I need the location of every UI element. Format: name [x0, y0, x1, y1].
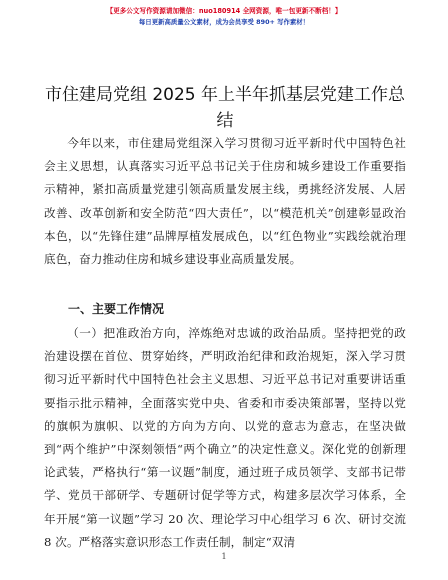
resource-banner: [0, 6, 448, 28]
banner-promo-line: 【更多公文写作资源请加微信：nuo180914 全网资源，唯一包更新不断档！】: [106, 7, 342, 15]
section-heading: 一、主要工作情况: [68, 302, 165, 316]
document-title: 市住建局党组 2025 年上半年抓基层党建工作总结: [44, 85, 406, 131]
intro-paragraph: 今年以来，市住建局党组深入学习贯彻习近平新时代中国特色社会主义思想，认真落实习近平总书记关于住房和城乡建设工作重要指示精神，紧扣高质量党建引领高质量发展主线，勇挑经济发展、人居改善、改革创新和安全防范“四大责任”，以“模范机关”创建彰显政治本色，以“先锋住建”品牌厚植发展成色，以“红色物业”实践绘就治理底色，奋力推动住房和城乡建设事业高质量发展。: [44, 136, 406, 267]
page-number: 1: [221, 552, 227, 561]
section-paragraph: （一）把准政治方向，淬炼绝对忠诚的政治品质。坚持把党的政治建设摆在首位、贯穿始终，严明政治纪律和政治规矩，深入学习贯彻习近平新时代中国特色社会主义思想、习近平总书记对重要讲话重要指示批示精神，全面落实党中央、省委和市委决策部署，坚持以党的旗帜为旗帜、以党的方向为方向、以党的意志为意志，在坚决做到“两个维护”中深刻领悟“两个确立”的决定性意义。深化党的创新理论武装，严格执行“第一议题”制度，通过班子成员领学、支部书记带学、党员干部研学、专题研讨促学等方式，构建多层次学习体系，全年开展“第一议题”学习 20 次、理论学习中心组学习 6 次、研讨交流 8 次。严格落实意识形态工作责任制，制定“双清: [44, 326, 406, 549]
banner-member-line: 每日更新高质量公文素材，成为会员享受 890+ 写作素材！: [138, 18, 310, 26]
